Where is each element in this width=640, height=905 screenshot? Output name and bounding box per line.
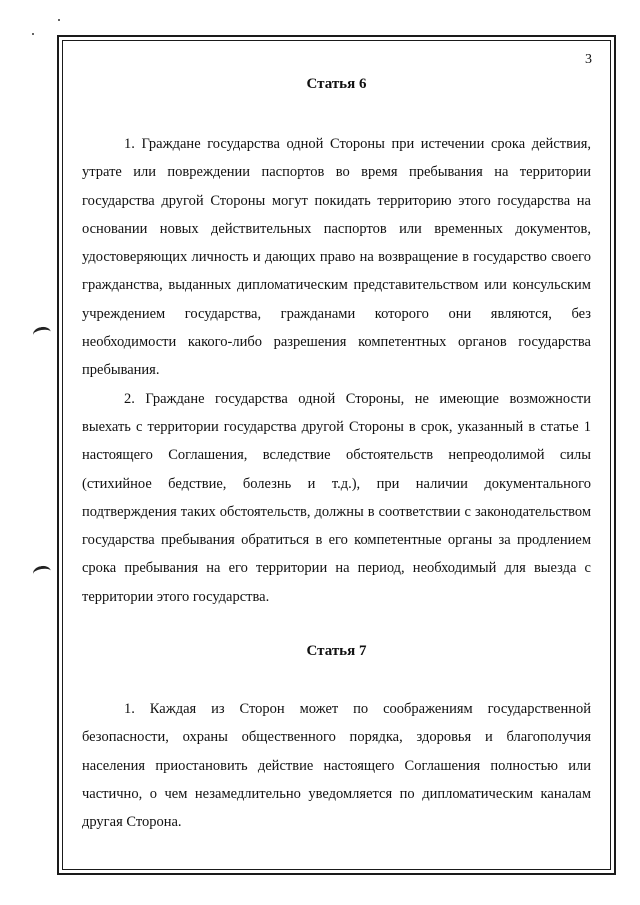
article-6-paragraph-2: 2. Граждане государства одной Стороны, не имеющие возможности выехать с территории государства другой Стороны в срок, указанный в статье 1 настоящего Соглашения, вследствие обстоятельств непреодолимой силы (стихийное бедствие, болезнь и т.д.), при наличии документального подтверждения таких обстоятельств, должны в соответствии с законодательством государства пребывания обратиться в его компетентные органы за продлением срока пребывания на его территории на период, необходимый для выезда с территории этого государства. [82,390,591,605]
punch-hole-mark [32,326,52,342]
scan-speck [58,19,60,21]
punch-hole-mark [32,565,52,581]
article-7-paragraph-1: 1. Каждая из Сторон может по соображениям государственной безопасности, охраны общественного порядка, здоровья и благополучия населения приостановить действие настоящего Соглашения полностью или частично, о чем незамедлительно уведомляется по дипломатическим каналам другая Сторона. [82,701,591,831]
document-body [82,70,591,837]
article-7-heading: Статья 7 [306,643,367,660]
article-6-heading: Статья 6 [306,76,367,92]
article-6-paragraph-1: 1. Граждане государства одной Стороны при истечении срока действия, утрате или повреждении паспортов во время пребывания на территории государства другой Стороны могут покидать территорию этого государства на основании новых действительных паспортов или временных документов, удостоверяющих личность и дающих право на возвращение в государство своего гражданства, выданных дипломатическим представительством или консульским учреждением государства, гражданами которого они являются, без необходимости какого-либо разрешения компетентных органов государства пребывания. [82,136,591,379]
page-number: 3 [585,52,592,67]
scan-speck [32,33,34,35]
